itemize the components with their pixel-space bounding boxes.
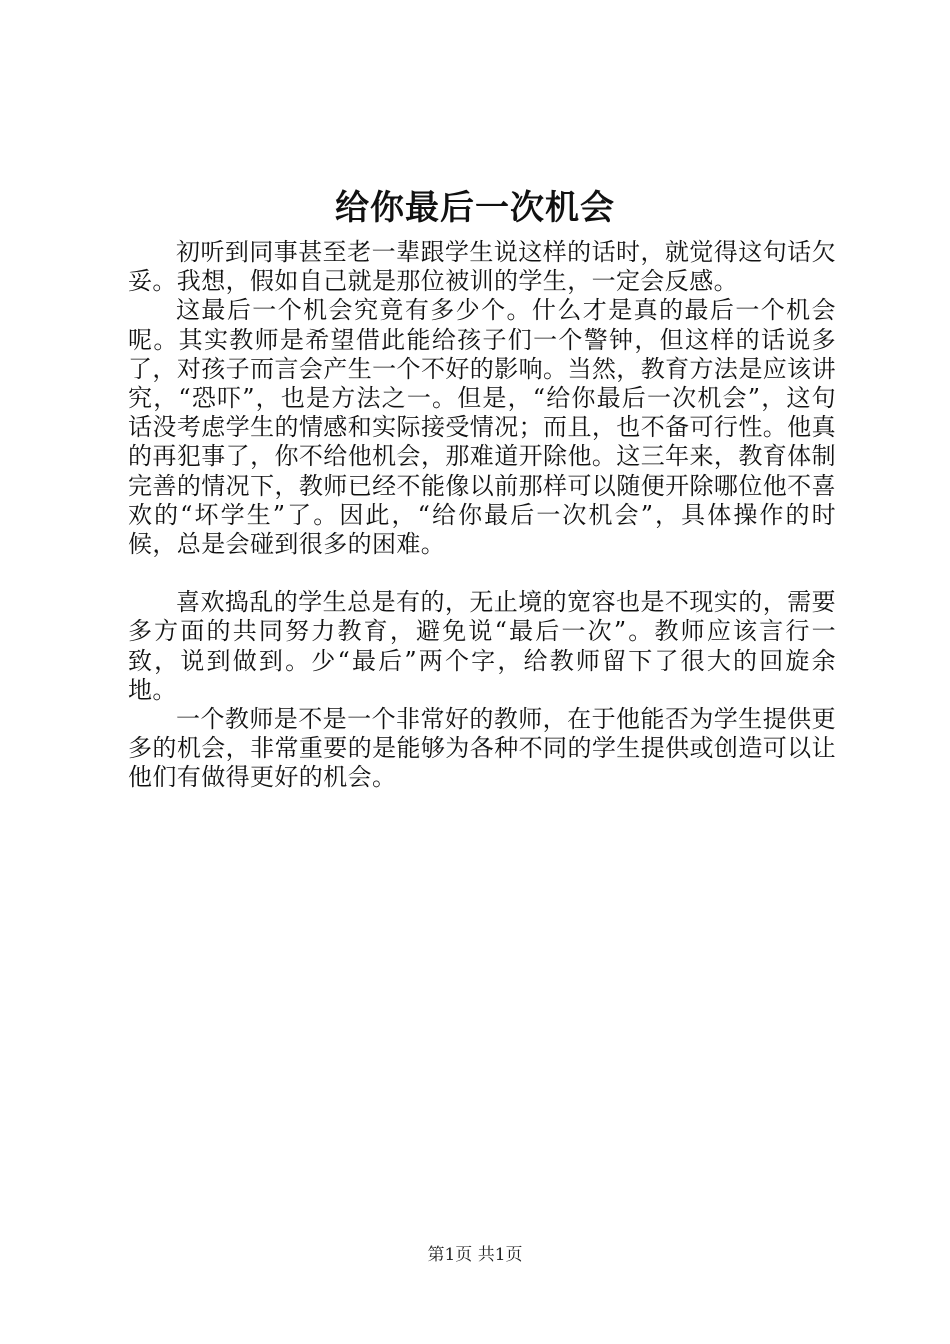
document-title: 给你最后一次机会 <box>335 188 615 228</box>
paragraph-spacer <box>128 559 836 588</box>
paragraph-1: 初听到同事甚至老一辈跟学生说这样的话时，就觉得这句话欠妥。我想，假如自己就是那位被训的学生，一定会反感。 <box>128 238 836 296</box>
page-number-footer: 第1页 共1页 <box>427 1245 523 1265</box>
document-body <box>128 238 836 793</box>
paragraph-4: 一个教师是不是一个非常好的教师，在于他能否为学生提供更多的机会，非常重要的是能够为各种不同的学生提供或创造可以让他们有做得更好的机会。 <box>128 705 836 792</box>
paragraph-3: 喜欢捣乱的学生总是有的，无止境的宽容也是不现实的，需要多方面的共同努力教育，避免说“最后一次”。教师应该言行一致，说到做到。少“最后”两个字，给教师留下了很大的回旋余地。 <box>128 588 836 704</box>
paragraph-2: 这最后一个机会究竟有多少个。什么才是真的最后一个机会呢。其实教师是希望借此能给孩子们一个警钟，但这样的话说多了，对孩子而言会产生一个不好的影响。当然，教育方法是应该讲究，“恐吓”，也是方法之一。但是，“给你最后一次机会”，这句话没考虑学生的情感和实际接受情况；而且，也不备可行性。他真的再犯事了，你不给他机会，那难道开除他。这三年来，教育体制完善的情况下，教师已经不能像以前那样可以随便开除哪位他不喜欢的“坏学生”了。因此，“给你最后一次机会”，具体操作的时候，总是会碰到很多的困难。 <box>128 296 836 559</box>
